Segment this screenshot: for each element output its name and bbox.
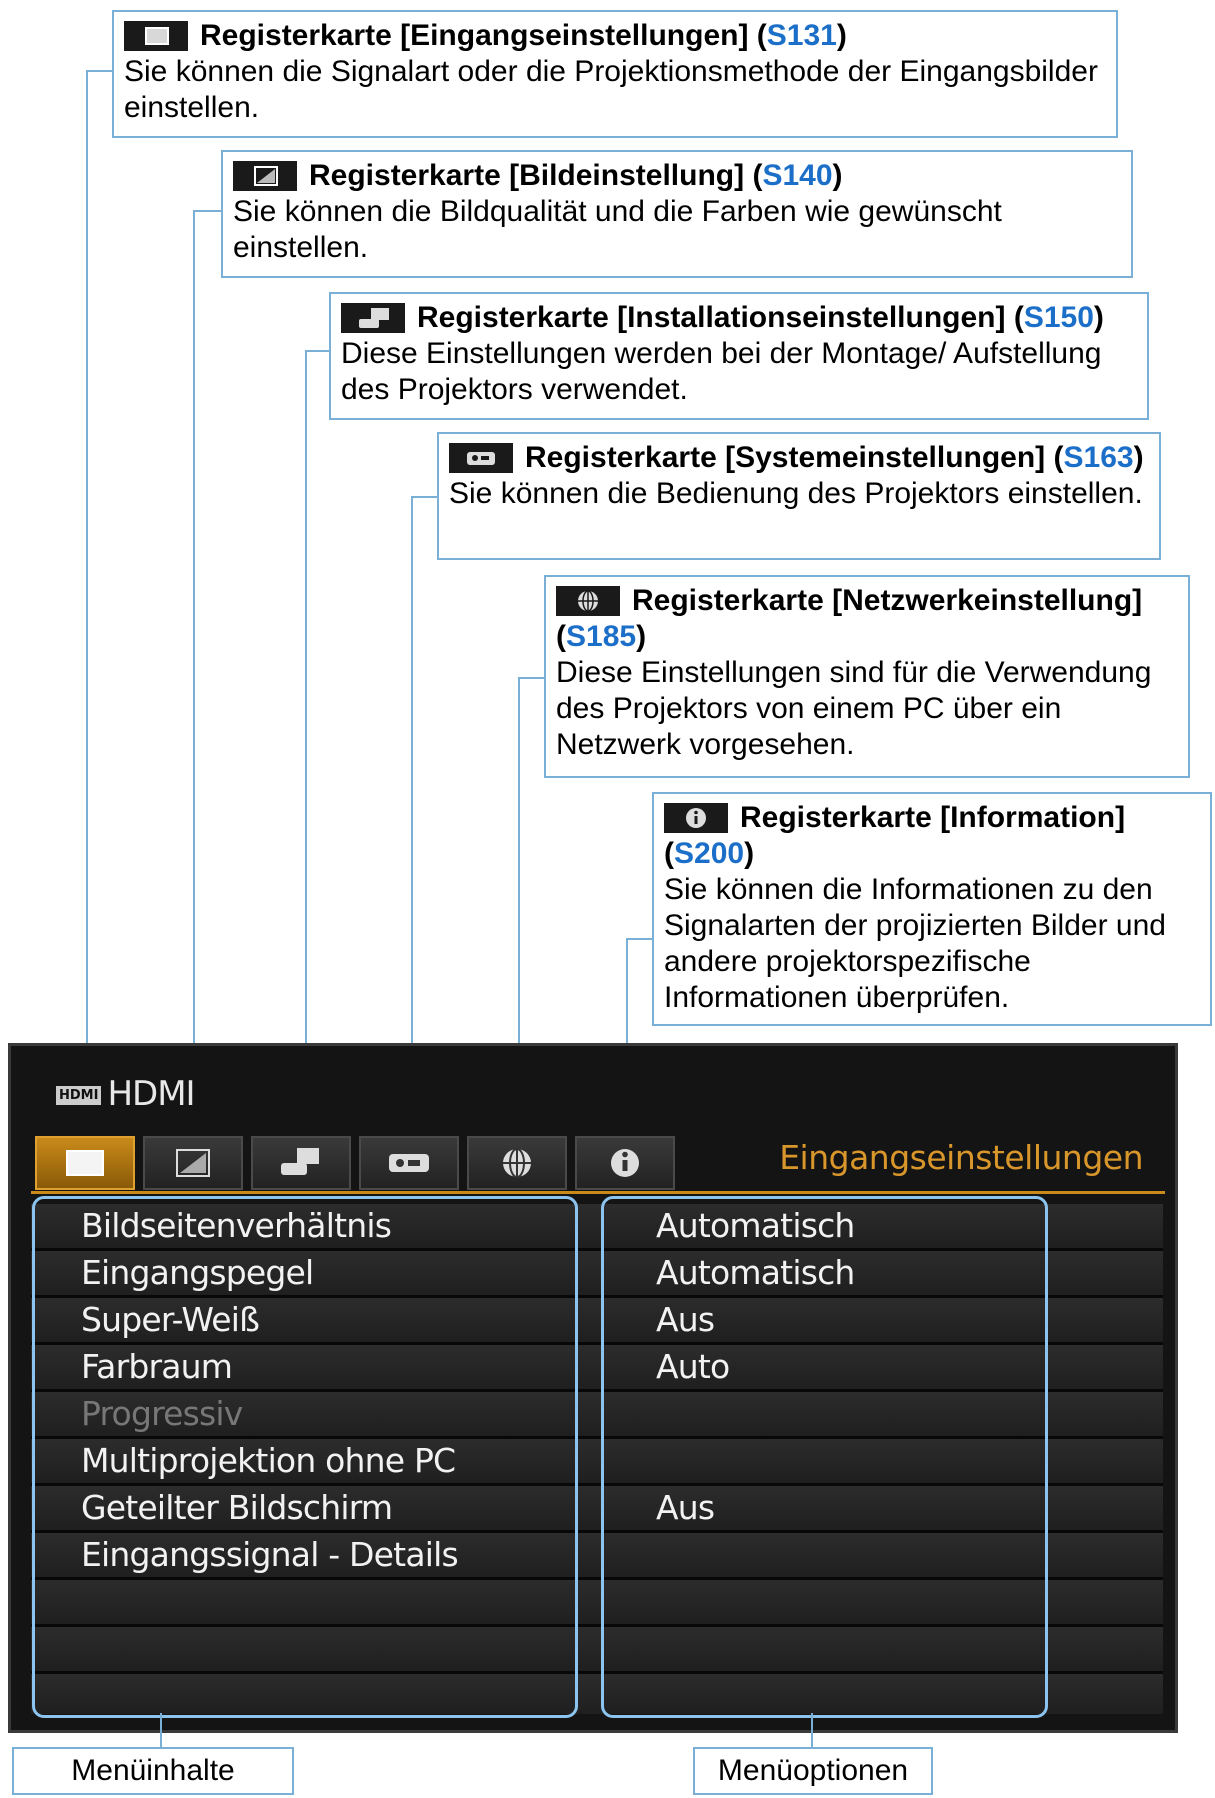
menu-item-value: Automatisch bbox=[656, 1253, 855, 1292]
callout-title: Registerkarte [Eingangseinstellungen] bbox=[200, 19, 749, 52]
input-settings-tab-icon bbox=[37, 1138, 133, 1188]
page-reference-link[interactable]: S131 bbox=[766, 19, 837, 52]
network-settings-tab-icon bbox=[469, 1138, 565, 1188]
connector-line bbox=[411, 496, 413, 1135]
callout-description: Sie können die Bildqualität und die Farben wie gewünscht einstellen. bbox=[233, 195, 1002, 264]
information-tab-icon bbox=[577, 1138, 673, 1188]
menu-item-value: Automatisch bbox=[656, 1206, 855, 1245]
callout-title: Registerkarte [Installationseinstellungen] bbox=[417, 301, 1006, 334]
callout-title: Registerkarte [Systemeinstellungen] bbox=[525, 441, 1046, 474]
callout-image-adjustment: Registerkarte [Bildeinstellung] (S140) Sie können die Bildqualität und die Farben wie gewünscht einstellen. bbox=[221, 150, 1133, 278]
system-settings-tab-icon bbox=[449, 443, 513, 473]
callout-description: Sie können die Informationen zu den Signalarten der projizierten Bilder und andere projektorspezifische Informationen überprüfen. bbox=[664, 873, 1166, 1014]
menu-item-label: Eingangssignal - Details bbox=[81, 1535, 458, 1574]
callout-title: Registerkarte [Netzwerkeinstellung] bbox=[632, 584, 1143, 617]
page-reference-link[interactable]: S200 bbox=[674, 837, 745, 870]
connector-line bbox=[811, 1713, 813, 1747]
menu-item-label: Geteilter Bildschirm bbox=[81, 1488, 393, 1527]
connector-line bbox=[626, 938, 652, 940]
menu-item-label: Multiprojektion ohne PC bbox=[81, 1441, 456, 1480]
callout-installation-settings: Registerkarte [Installationseinstellungen] (S150) Diese Einstellungen werden bei der Montage/ Aufstellung des Projektors verwendet. bbox=[329, 292, 1149, 420]
image-adjustment-tab-icon bbox=[233, 161, 297, 191]
menu-item-label: Bildseitenverhältnis bbox=[81, 1206, 392, 1245]
connector-line bbox=[518, 677, 544, 679]
menu-item-label: Eingangspegel bbox=[81, 1253, 314, 1292]
hdmi-logo-icon: HDMI bbox=[56, 1086, 101, 1105]
menu-item-value: Aus bbox=[656, 1488, 715, 1527]
input-source-indicator bbox=[56, 1074, 195, 1114]
menu-item-label: Super-Weiß bbox=[81, 1300, 260, 1339]
menu-options-label: Menüoptionen bbox=[693, 1747, 933, 1795]
menu-item-value: Auto bbox=[656, 1347, 730, 1386]
installation-settings-tab-icon bbox=[341, 303, 405, 333]
tab-system-settings[interactable] bbox=[359, 1136, 459, 1190]
menu-contents-frame bbox=[32, 1196, 578, 1718]
callout-title: Registerkarte [Bildeinstellung] bbox=[309, 159, 745, 192]
tab-underline bbox=[31, 1191, 1165, 1194]
callout-system-settings: Registerkarte [Systemeinstellungen] (S163) Sie können die Bedienung des Projektors einstellen. bbox=[437, 432, 1161, 560]
callout-information: Registerkarte [Information] (S200) Sie können die Informationen zu den Signalarten der projizierten Bilder und andere projektorspezifische Informationen überprüfen. bbox=[652, 792, 1212, 1026]
callout-description: Diese Einstellungen werden bei der Montage/ Aufstellung des Projektors verwendet. bbox=[341, 337, 1102, 406]
callout-input-settings: Registerkarte [Eingangseinstellungen] (S131) Sie können die Signalart oder die Projektionsmethode der Eingangsbilder einstellen. bbox=[112, 10, 1118, 138]
callout-description: Sie können die Bedienung des Projektors einstellen. bbox=[449, 477, 1143, 510]
tab-image-adjustment[interactable] bbox=[143, 1136, 243, 1190]
menu-item-label-disabled: Progressiv bbox=[81, 1394, 243, 1433]
callout-title: Registerkarte [Information] bbox=[740, 801, 1126, 834]
menu-item-value: Aus bbox=[656, 1300, 715, 1339]
installation-settings-tab-icon bbox=[253, 1138, 349, 1188]
connector-line bbox=[411, 496, 437, 498]
tab-information[interactable] bbox=[575, 1136, 675, 1190]
connector-line bbox=[160, 1713, 162, 1747]
input-settings-tab-icon bbox=[124, 21, 188, 51]
callout-network-settings: Registerkarte [Netzwerkeinstellung] (S185) Diese Einstellungen sind für die Verwendung des Projektors von einem PC über ein Netzwerk vorgesehen. bbox=[544, 575, 1190, 778]
input-source-label: HDMI bbox=[107, 1074, 195, 1114]
connector-line bbox=[86, 70, 88, 1135]
callout-description: Sie können die Signalart oder die Projektionsmethode der Eingangsbilder einstellen. bbox=[124, 55, 1098, 124]
information-tab-icon bbox=[664, 803, 728, 833]
projector-osd-menu bbox=[8, 1043, 1178, 1733]
tab-input-settings[interactable] bbox=[35, 1136, 135, 1190]
image-adjustment-tab-icon bbox=[145, 1138, 241, 1188]
connector-line bbox=[305, 350, 329, 352]
network-settings-tab-icon bbox=[556, 586, 620, 616]
page-reference-link[interactable]: S185 bbox=[566, 620, 637, 653]
menu-options-frame bbox=[601, 1196, 1048, 1718]
connector-line bbox=[193, 210, 195, 1135]
menu-contents-label: Menüinhalte bbox=[12, 1747, 294, 1795]
page-reference-link[interactable]: S163 bbox=[1063, 441, 1134, 474]
tab-network-settings[interactable] bbox=[467, 1136, 567, 1190]
page-reference-link[interactable]: S150 bbox=[1023, 301, 1094, 334]
active-tab-title: Eingangseinstellungen bbox=[779, 1138, 1143, 1177]
connector-line bbox=[193, 210, 221, 212]
tab-installation-settings[interactable] bbox=[251, 1136, 351, 1190]
system-settings-tab-icon bbox=[361, 1138, 457, 1188]
menu-item-label: Farbraum bbox=[81, 1347, 233, 1386]
connector-line bbox=[86, 70, 112, 72]
page-reference-link[interactable]: S140 bbox=[762, 159, 833, 192]
callout-description: Diese Einstellungen sind für die Verwendung des Projektors von einem PC über ein Netzwerk vorgesehen. bbox=[556, 656, 1152, 761]
connector-line bbox=[305, 350, 307, 1135]
